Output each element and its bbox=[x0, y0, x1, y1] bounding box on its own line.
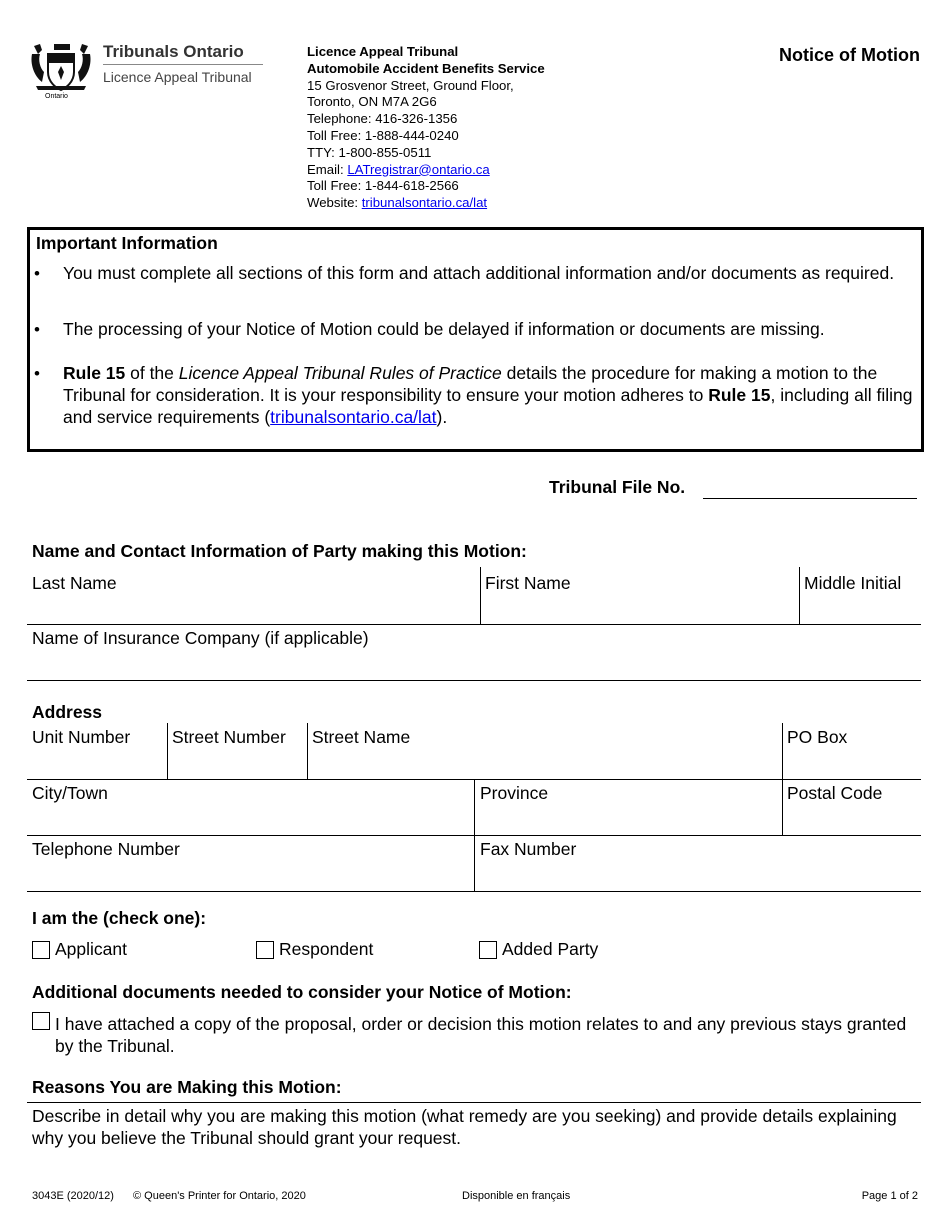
added-party-checkbox[interactable] bbox=[479, 941, 497, 959]
row-rule bbox=[27, 1102, 921, 1103]
applicant-checkbox[interactable] bbox=[32, 941, 50, 959]
province-label: Province bbox=[480, 783, 549, 803]
street-number-label: Street Number bbox=[172, 727, 286, 747]
po-box-label: PO Box bbox=[787, 727, 848, 747]
form-code: 3043E (2020/12) bbox=[32, 1190, 114, 1202]
logo-subtitle: Licence Appeal Tribunal bbox=[103, 69, 252, 85]
copyright: © Queen's Printer for Ontario, 2020 bbox=[133, 1190, 306, 1202]
respondent-checkbox[interactable] bbox=[256, 941, 274, 959]
row-rule bbox=[27, 835, 921, 836]
website-line: Website: tribunalsontario.ca/lat bbox=[307, 195, 488, 211]
divider bbox=[799, 567, 800, 624]
toll-free-line-2: Toll Free: 1-844-618-2566 bbox=[307, 178, 459, 194]
additional-documents-heading: Additional documents needed to consider your Notice of Motion: bbox=[32, 982, 572, 1002]
bullet-3-marker: • bbox=[34, 364, 40, 383]
info-bullet-1: You must complete all sections of this form and attach additional information and/or documents as required. bbox=[63, 263, 895, 283]
email-line: Email: LATregistrar@ontario.ca bbox=[307, 161, 490, 177]
unit-number-label: Unit Number bbox=[32, 727, 131, 747]
tty-line: TTY: 1-800-855-0511 bbox=[307, 144, 432, 160]
fax-number-label: Fax Number bbox=[480, 839, 577, 859]
city-town-label: City/Town bbox=[32, 783, 108, 803]
org-service: Automobile Accident Benefits Service bbox=[307, 60, 545, 76]
divider bbox=[480, 567, 481, 624]
french-availability: Disponible en français bbox=[462, 1190, 571, 1202]
middle-initial-label: Middle Initial bbox=[804, 573, 902, 593]
city-address: Toronto, ON M7A 2G6 bbox=[307, 94, 437, 110]
reasons-instructions: Describe in detail why you are making this motion (what remedy are you seeking) and provide details explaining why you believe the Tribunal should grant your request. bbox=[32, 1106, 897, 1148]
row-rule bbox=[27, 624, 921, 625]
page-number: Page 1 of 2 bbox=[861, 1190, 918, 1202]
attached-documents-label: I have attached a copy of the proposal, order or decision this motion relates to and any previous stays granted by the Tribunal. bbox=[55, 1014, 907, 1056]
telephone-line: Telephone: 416-326-1356 bbox=[307, 111, 458, 127]
info-bullet-3: Rule 15 of the Licence Appeal Tribunal Rules of Practice details the procedure for making a motion to the Tribunal for consideration. It is your responsibility to ensure your motion adheres to Rule 15, including all filing and service requirements (tribunalsontario.ca/lat). bbox=[63, 363, 913, 427]
row-rule bbox=[27, 891, 921, 892]
website-link[interactable]: tribunalsontario.ca/lat bbox=[361, 195, 488, 211]
file-number-label: Tribunal File No. bbox=[549, 477, 686, 497]
email-link[interactable]: LATregistrar@ontario.ca bbox=[347, 161, 490, 177]
applicant-label: Applicant bbox=[55, 939, 127, 959]
logo-divider bbox=[103, 64, 263, 65]
toll-free-line: Toll Free: 1-888-444-0240 bbox=[307, 127, 459, 143]
rules-link[interactable]: tribunalsontario.ca/lat bbox=[270, 407, 437, 427]
bullet-1-marker: • bbox=[34, 264, 40, 283]
street-address: 15 Grosvenor Street, Ground Floor, bbox=[307, 77, 514, 93]
first-name-label: First Name bbox=[485, 573, 571, 593]
tribunal-address-block bbox=[307, 44, 545, 212]
postal-code-label: Postal Code bbox=[787, 783, 883, 803]
contact-section-heading: Name and Contact Information of Party making this Motion: bbox=[32, 541, 527, 561]
address-heading: Address bbox=[32, 702, 103, 722]
divider bbox=[167, 723, 168, 779]
info-heading: Important Information bbox=[36, 233, 218, 253]
street-name-label: Street Name bbox=[312, 727, 411, 747]
insurance-company-label: Name of Insurance Company (if applicable) bbox=[32, 628, 369, 648]
attached-documents-checkbox[interactable] bbox=[32, 1012, 50, 1030]
important-information-box bbox=[27, 227, 924, 452]
last-name-label: Last Name bbox=[32, 573, 117, 593]
respondent-label: Respondent bbox=[279, 939, 374, 959]
file-number-input[interactable] bbox=[703, 498, 917, 499]
logo-title: Tribunals Ontario bbox=[103, 42, 244, 61]
bullet-2-marker: • bbox=[34, 320, 40, 339]
added-party-label: Added Party bbox=[502, 939, 599, 959]
org-name: Licence Appeal Tribunal bbox=[307, 44, 459, 59]
telephone-number-label: Telephone Number bbox=[32, 839, 180, 859]
row-rule bbox=[27, 680, 921, 681]
party-heading: I am the (check one): bbox=[32, 908, 207, 928]
info-bullet-2: The processing of your Notice of Motion could be delayed if information or documents are missing. bbox=[63, 319, 825, 339]
divider bbox=[307, 723, 308, 779]
form-title: Notice of Motion bbox=[779, 45, 920, 65]
ontario-caption: Ontario bbox=[45, 93, 68, 100]
reasons-heading: Reasons You are Making this Motion: bbox=[32, 1077, 342, 1097]
